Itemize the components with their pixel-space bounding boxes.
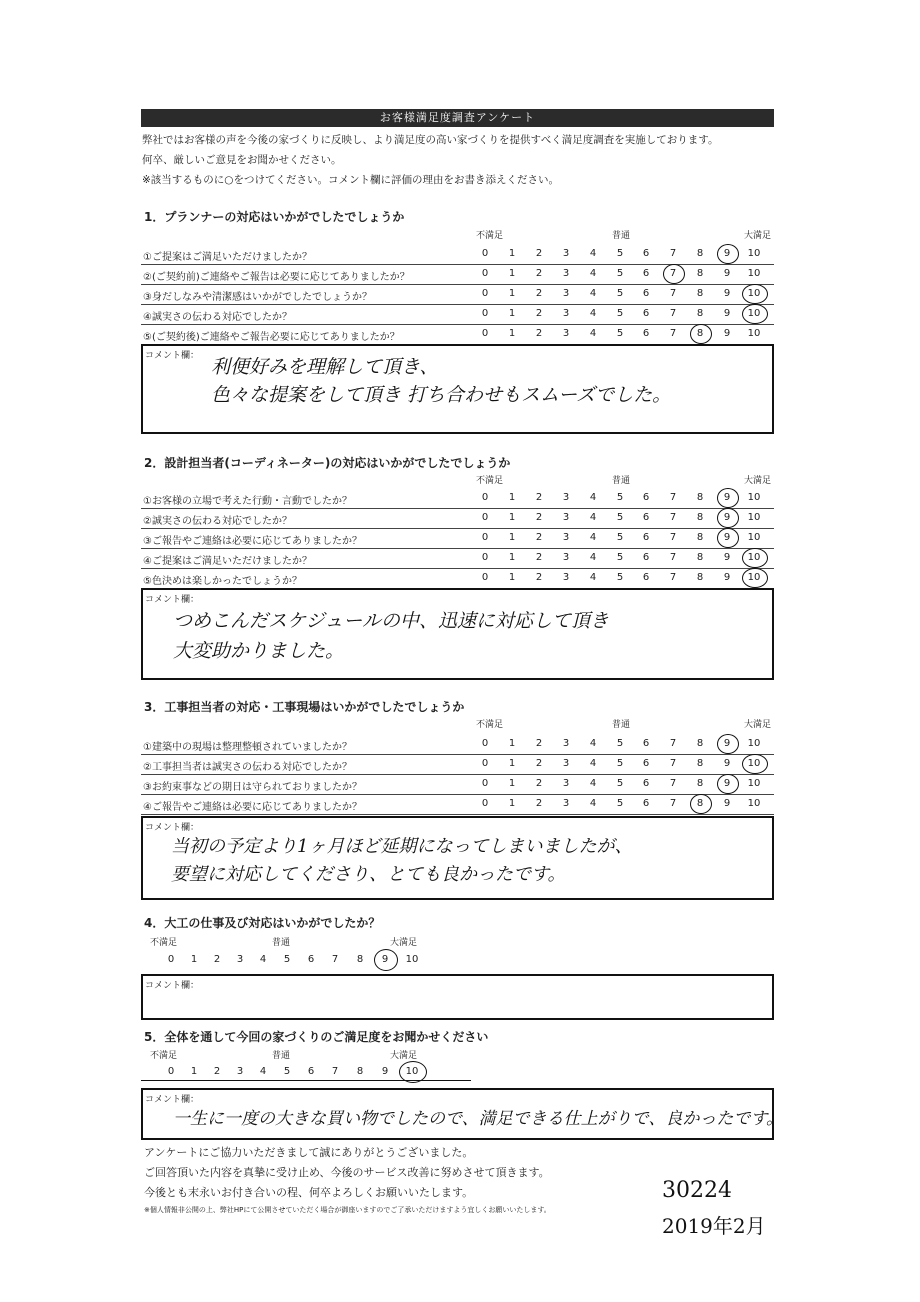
question-row	[141, 284, 774, 305]
footer-line-3: 今後とも末永いお付き合いの程、何卒よろしくお願いいたします。	[144, 1186, 474, 1199]
rating-option[interactable]: 4	[589, 572, 597, 583]
scale-high-label: 大満足	[744, 720, 772, 730]
question-text: ③ご報告やご連絡は必要に応じてありましたか？	[143, 536, 362, 547]
rating-option[interactable]: 5	[616, 552, 624, 563]
rating-option[interactable]: 6	[642, 798, 650, 809]
rating-option[interactable]: 8	[696, 552, 704, 563]
rating-option[interactable]: 10	[747, 572, 761, 583]
rating-option[interactable]: 8	[696, 328, 704, 339]
selected-rating-circle	[717, 734, 739, 754]
rating-option[interactable]: 5	[616, 758, 624, 769]
scale-mid-label: 普通	[612, 720, 631, 730]
rating-option[interactable]: 5	[616, 778, 624, 789]
rating-option[interactable]: 2	[535, 248, 543, 259]
rating-option[interactable]: 1	[508, 758, 516, 769]
rating-option[interactable]: 4	[589, 738, 597, 749]
rating-option[interactable]: 2	[535, 328, 543, 339]
rating-option[interactable]: 6	[307, 1066, 315, 1077]
rating-option[interactable]: 2	[535, 778, 543, 789]
scale-high-label: 大満足	[390, 1051, 418, 1061]
question-text: ③身だしなみや清潔感はいかがでしたでしょうか？	[143, 292, 372, 303]
question-row	[141, 324, 774, 345]
rating-option[interactable]: 8	[696, 248, 704, 259]
rating-option[interactable]: 1	[508, 512, 516, 523]
rating-option[interactable]: 5	[616, 328, 624, 339]
selected-rating-circle	[690, 794, 712, 814]
rating-option[interactable]: 8	[696, 798, 704, 809]
rating-option[interactable]: 5	[616, 492, 624, 503]
intro-line-3: ※該当するものに○をつけてください。コメント欄に評価の理由をお書き添えください。	[142, 174, 559, 186]
rating-option[interactable]: 9	[723, 492, 731, 503]
rating-option[interactable]: 0	[481, 798, 489, 809]
section-1-title: 1．プランナーの対応はいかがでしたでしょうか	[144, 210, 405, 224]
rating-option[interactable]: 1	[508, 798, 516, 809]
section-5-title: 5．全体を通して今回の家づくりのご満足度をお聞かせください	[144, 1030, 489, 1044]
section-5-comment-box	[141, 1088, 783, 1140]
selected-rating-circle	[663, 264, 685, 284]
selected-rating-circle	[742, 568, 768, 588]
rating-option[interactable]: 1	[508, 492, 516, 503]
rating-option[interactable]: 10	[747, 532, 761, 543]
rating-option[interactable]: 8	[696, 492, 704, 503]
rating-option[interactable]: 7	[331, 1066, 339, 1077]
rating-option[interactable]: 3	[562, 288, 570, 299]
rating-option[interactable]: 4	[589, 532, 597, 543]
rating-option[interactable]: 9	[723, 778, 731, 789]
rating-option[interactable]: 0	[481, 758, 489, 769]
rating-option[interactable]: 7	[669, 328, 677, 339]
rating-option[interactable]: 0	[481, 308, 489, 319]
scale-mid-label: 普通	[612, 476, 631, 486]
rating-option[interactable]: 7	[669, 268, 677, 279]
rating-option[interactable]: 2	[535, 288, 543, 299]
footer-line-2: ご回答頂いた内容を真摯に受け止め、今後のサービス改善に努めさせて頂きます。	[144, 1166, 550, 1179]
question-text: ⑤色決めは楽しかったでしょうか？	[143, 576, 302, 587]
rating-option[interactable]: 9	[723, 248, 731, 259]
survey-id: 30224	[662, 1178, 732, 1203]
question-text: ④誠実さの伝わる対応でしたか？	[143, 312, 292, 323]
rating-option[interactable]: 3	[562, 552, 570, 563]
section-2-title: 2．設計担当者(コーディネーター)の対応はいかがでしたでしょうか	[144, 456, 511, 470]
rating-option[interactable]: 7	[669, 532, 677, 543]
rating-option[interactable]: 2	[535, 308, 543, 319]
rating-option[interactable]: 3	[562, 798, 570, 809]
rating-option[interactable]: 1	[508, 552, 516, 563]
rating-option[interactable]: 10	[747, 552, 761, 563]
rating-option[interactable]: 8	[696, 758, 704, 769]
rating-option[interactable]: 6	[642, 532, 650, 543]
rating-option[interactable]: 0	[481, 778, 489, 789]
rating-option[interactable]: 6	[642, 328, 650, 339]
rating-option[interactable]: 2	[535, 758, 543, 769]
rating-option[interactable]: 3	[562, 572, 570, 583]
rating-option[interactable]: 1	[190, 954, 198, 965]
rating-option[interactable]: 9	[723, 512, 731, 523]
rating-option[interactable]: 4	[589, 512, 597, 523]
rating-option[interactable]: 10	[747, 512, 761, 523]
section-3-comment-line-1: 当初の予定より1ヶ月ほど延期になってしまいましたが、	[171, 836, 633, 857]
rating-option[interactable]: 2	[213, 954, 221, 965]
question-text: ④ご提案はご満足いただけましたか？	[143, 556, 312, 567]
question-row	[141, 568, 774, 589]
rating-option[interactable]: 2	[535, 268, 543, 279]
rating-option[interactable]: 9	[723, 758, 731, 769]
rating-option[interactable]: 1	[508, 532, 516, 543]
rating-option[interactable]: 7	[669, 738, 677, 749]
rating-option[interactable]: 0	[481, 248, 489, 259]
selected-rating-circle	[717, 508, 739, 528]
scale-low-label: 不満足	[150, 1051, 178, 1061]
rating-option[interactable]: 7	[669, 798, 677, 809]
rating-option[interactable]: 1	[190, 1066, 198, 1077]
rating-option[interactable]: 10	[405, 1066, 419, 1077]
rating-option[interactable]: 6	[642, 248, 650, 259]
rating-option[interactable]: 2	[535, 492, 543, 503]
rating-option[interactable]: 8	[696, 778, 704, 789]
scale-low-label: 不満足	[476, 231, 504, 241]
rating-option[interactable]: 0	[481, 512, 489, 523]
rating-option[interactable]: 3	[562, 328, 570, 339]
rating-option[interactable]: 6	[642, 572, 650, 583]
rating-option[interactable]: 2	[535, 532, 543, 543]
scale-mid-label: 普通	[272, 1051, 291, 1061]
rating-option[interactable]: 9	[723, 308, 731, 319]
rating-option[interactable]: 0	[167, 954, 175, 965]
selected-rating-circle	[717, 244, 739, 264]
rating-option[interactable]: 1	[508, 572, 516, 583]
scale-mid-label: 普通	[612, 231, 631, 241]
comment-label: コメント欄：	[145, 595, 200, 605]
section-2-comment-line-2: 大変助かりました。	[173, 640, 345, 662]
privacy-note: ※個人情報非公開の上、弊社HPにて公開させていただく場合が御座いますのでご了承いただけますよう宜しくお願いいたします。	[144, 1206, 551, 1214]
question-text: ②工事担当者は誠実さの伝わる対応でしたか？	[143, 762, 352, 773]
rating-option[interactable]: 7	[669, 572, 677, 583]
rating-option[interactable]: 3	[562, 492, 570, 503]
rating-option[interactable]: 4	[589, 552, 597, 563]
rating-option[interactable]: 1	[508, 288, 516, 299]
section-3-comment-line-2: 要望に対応してくださり、とても良かったです。	[171, 864, 566, 885]
rating-option[interactable]: 8	[696, 308, 704, 319]
rating-option[interactable]: 5	[616, 308, 624, 319]
rating-option[interactable]: 0	[481, 268, 489, 279]
selected-rating-circle	[374, 949, 398, 971]
rating-option[interactable]: 7	[669, 288, 677, 299]
rating-option[interactable]: 8	[696, 738, 704, 749]
rating-option[interactable]: 4	[259, 954, 267, 965]
rating-option[interactable]: 8	[696, 512, 704, 523]
rating-option[interactable]: 0	[481, 572, 489, 583]
rating-option[interactable]: 1	[508, 738, 516, 749]
rating-option[interactable]: 0	[481, 738, 489, 749]
rating-option[interactable]: 9	[723, 532, 731, 543]
rating-option[interactable]: 4	[589, 288, 597, 299]
rating-option[interactable]: 6	[642, 512, 650, 523]
rating-option[interactable]: 2	[213, 1066, 221, 1077]
question-row	[141, 734, 774, 755]
rating-option[interactable]: 5	[616, 268, 624, 279]
question-row	[141, 488, 774, 509]
rating-option[interactable]: 4	[589, 328, 597, 339]
rating-option[interactable]: 0	[481, 328, 489, 339]
section-3-title: 3．工事担当者の対応・工事現場はいかがでしたでしょうか	[144, 700, 465, 714]
rating-option[interactable]: 7	[331, 954, 339, 965]
rating-option[interactable]: 3	[562, 778, 570, 789]
rating-option[interactable]: 5	[616, 798, 624, 809]
rating-option[interactable]: 3	[562, 758, 570, 769]
section-5-comment: 一生に一度の大きな買い物でしたので、満足できる仕上がりで、良かったです。	[173, 1109, 783, 1129]
rating-option[interactable]: 5	[283, 1066, 291, 1077]
rating-option[interactable]: 1	[508, 248, 516, 259]
rating-option[interactable]: 5	[616, 248, 624, 259]
scale-low-label: 不満足	[150, 938, 178, 948]
section-2-comment-line-1: つめこんだスケジュールの中、迅速に対応して頂き	[173, 610, 609, 632]
rating-option[interactable]: 0	[481, 492, 489, 503]
rating-option[interactable]: 3	[236, 954, 244, 965]
question-row	[141, 264, 774, 285]
rating-option[interactable]: 3	[562, 512, 570, 523]
rating-option[interactable]: 7	[669, 248, 677, 259]
rating-option[interactable]: 8	[696, 288, 704, 299]
section-1-comment-box	[141, 344, 774, 434]
comment-label: コメント欄：	[145, 823, 200, 833]
scale-mid-label: 普通	[272, 938, 291, 948]
rating-option[interactable]: 2	[535, 572, 543, 583]
rating-option[interactable]: 3	[236, 1066, 244, 1077]
question-row	[141, 244, 774, 265]
rating-option[interactable]: 6	[642, 288, 650, 299]
section-3-comment-box	[141, 816, 774, 900]
rating-option[interactable]: 9	[723, 268, 731, 279]
question-text: ②(ご契約前)ご連絡やご報告は必要に応じてありましたか？	[143, 272, 410, 283]
selected-rating-circle	[717, 774, 739, 794]
rating-option[interactable]: 0	[481, 288, 489, 299]
section-1-comment-line-1: 利便好みを理解して頂き、	[211, 356, 439, 378]
survey-title: お客様満足度調査アンケート	[141, 109, 774, 127]
rating-option[interactable]: 1	[508, 778, 516, 789]
scale-high-label: 大満足	[744, 231, 772, 241]
rating-option[interactable]: 9	[723, 572, 731, 583]
rating-option[interactable]: 4	[259, 1066, 267, 1077]
question-row	[141, 754, 774, 775]
question-row	[141, 304, 774, 325]
scale-high-label: 大満足	[744, 476, 772, 486]
rating-option[interactable]: 4	[589, 248, 597, 259]
comment-label: コメント欄：	[145, 981, 200, 991]
rating-option[interactable]: 10	[747, 328, 761, 339]
rating-option[interactable]: 6	[307, 954, 315, 965]
rating-option[interactable]: 5	[616, 532, 624, 543]
rating-option[interactable]: 6	[642, 308, 650, 319]
question-row	[141, 548, 774, 569]
question-text: ④ご報告やご連絡は必要に応じてありましたか？	[143, 802, 362, 813]
rating-option[interactable]: 10	[747, 288, 761, 299]
rating-option[interactable]: 0	[167, 1066, 175, 1077]
question-text: ①ご提案はご満足いただけましたか？	[143, 252, 312, 263]
rating-option[interactable]: 3	[562, 308, 570, 319]
rating-option[interactable]: 4	[589, 778, 597, 789]
rating-option[interactable]: 3	[562, 532, 570, 543]
rating-option[interactable]: 10	[747, 492, 761, 503]
comment-label: コメント欄：	[145, 351, 200, 361]
question-text: ①建築中の現場は整理整頓されていましたか？	[143, 742, 352, 753]
rating-option[interactable]: 7	[669, 512, 677, 523]
rating-option[interactable]: 9	[723, 288, 731, 299]
rating-option[interactable]: 8	[356, 1066, 364, 1077]
selected-rating-circle	[742, 304, 768, 324]
rating-option[interactable]: 8	[696, 532, 704, 543]
section-2-comment-box	[141, 588, 774, 680]
rating-option[interactable]: 9	[381, 954, 389, 965]
rating-option[interactable]: 10	[747, 738, 761, 749]
section-1-comment-line-2: 色々な提案をして頂き 打ち合わせもスムーズでした。	[211, 384, 672, 406]
rating-option[interactable]: 6	[642, 492, 650, 503]
section-4-comment-box	[141, 974, 774, 1020]
selected-rating-circle	[717, 528, 739, 548]
rating-option[interactable]: 5	[616, 738, 624, 749]
rating-option[interactable]: 5	[283, 954, 291, 965]
selected-rating-circle	[742, 284, 768, 304]
rating-option[interactable]: 6	[642, 778, 650, 789]
rating-option[interactable]: 10	[747, 758, 761, 769]
rating-option[interactable]: 7	[669, 758, 677, 769]
question-text: ⑤(ご契約後)ご連絡やご報告必要に応じてありましたか？	[143, 332, 400, 343]
rating-option[interactable]: 6	[642, 552, 650, 563]
scale-high-label: 大満足	[390, 938, 418, 948]
rating-option[interactable]: 9	[723, 328, 731, 339]
rating-option[interactable]: 5	[616, 572, 624, 583]
rating-option[interactable]: 9	[723, 798, 731, 809]
selected-rating-circle	[690, 324, 712, 344]
rating-option[interactable]: 3	[562, 268, 570, 279]
divider	[141, 1080, 471, 1081]
rating-option[interactable]: 10	[747, 798, 761, 809]
rating-option[interactable]: 10	[405, 954, 419, 965]
footer-line-1: アンケートにご協力いただきまして誠にありがとうございました。	[144, 1146, 474, 1159]
rating-option[interactable]: 6	[642, 738, 650, 749]
section-4-title: 4．大工の仕事及び対応はいかがでしたか？	[144, 916, 381, 930]
rating-option[interactable]: 4	[589, 492, 597, 503]
rating-option[interactable]: 9	[381, 1066, 389, 1077]
rating-option[interactable]: 3	[562, 738, 570, 749]
rating-option[interactable]: 7	[669, 778, 677, 789]
scale-low-label: 不満足	[476, 720, 504, 730]
rating-option[interactable]: 10	[747, 308, 761, 319]
selected-rating-circle	[742, 548, 768, 568]
rating-option[interactable]: 8	[696, 268, 704, 279]
question-row	[141, 774, 774, 795]
rating-option[interactable]: 9	[723, 552, 731, 563]
question-row	[141, 528, 774, 549]
intro-line-1: 弊社ではお客様の声を今後の家づくりに反映し、より満足度の高い家づくりを提供すべく満足度調査を実施しております。	[142, 134, 719, 146]
rating-option[interactable]: 10	[747, 778, 761, 789]
rating-option[interactable]: 2	[535, 512, 543, 523]
intro-line-2: 何卒、厳しいご意見をお聞かせください。	[142, 154, 342, 166]
question-row	[141, 508, 774, 529]
rating-option[interactable]: 4	[589, 268, 597, 279]
rating-option[interactable]: 6	[642, 758, 650, 769]
question-text: ②誠実さの伝わる対応でしたか？	[143, 516, 292, 527]
rating-option[interactable]: 7	[669, 552, 677, 563]
comment-label: コメント欄：	[145, 1095, 200, 1105]
rating-option[interactable]: 2	[535, 738, 543, 749]
rating-option[interactable]: 9	[723, 738, 731, 749]
rating-option[interactable]: 10	[747, 268, 761, 279]
rating-option[interactable]: 7	[669, 308, 677, 319]
rating-option[interactable]: 8	[696, 572, 704, 583]
rating-option[interactable]: 1	[508, 268, 516, 279]
rating-option[interactable]: 2	[535, 552, 543, 563]
rating-option[interactable]: 0	[481, 552, 489, 563]
question-text: ③お約束事などの期日は守られておりましたか？	[143, 782, 362, 793]
survey-date: 2019年2月	[662, 1214, 766, 1238]
rating-option[interactable]: 3	[562, 248, 570, 259]
rating-option[interactable]: 2	[535, 798, 543, 809]
selected-rating-circle	[717, 488, 739, 508]
rating-option[interactable]: 4	[589, 758, 597, 769]
rating-option[interactable]: 4	[589, 798, 597, 809]
rating-option[interactable]: 6	[642, 268, 650, 279]
rating-option[interactable]: 10	[747, 248, 761, 259]
scale-low-label: 不満足	[476, 476, 504, 486]
question-row	[141, 794, 774, 815]
rating-option[interactable]: 8	[356, 954, 364, 965]
rating-option[interactable]: 5	[616, 288, 624, 299]
rating-option[interactable]: 0	[481, 532, 489, 543]
rating-option[interactable]: 5	[616, 512, 624, 523]
rating-option[interactable]: 1	[508, 328, 516, 339]
rating-option[interactable]: 7	[669, 492, 677, 503]
rating-option[interactable]: 4	[589, 308, 597, 319]
selected-rating-circle	[742, 754, 768, 774]
rating-option[interactable]: 1	[508, 308, 516, 319]
question-text: ①お客様の立場で考えた行動・言動でしたか？	[143, 496, 352, 507]
